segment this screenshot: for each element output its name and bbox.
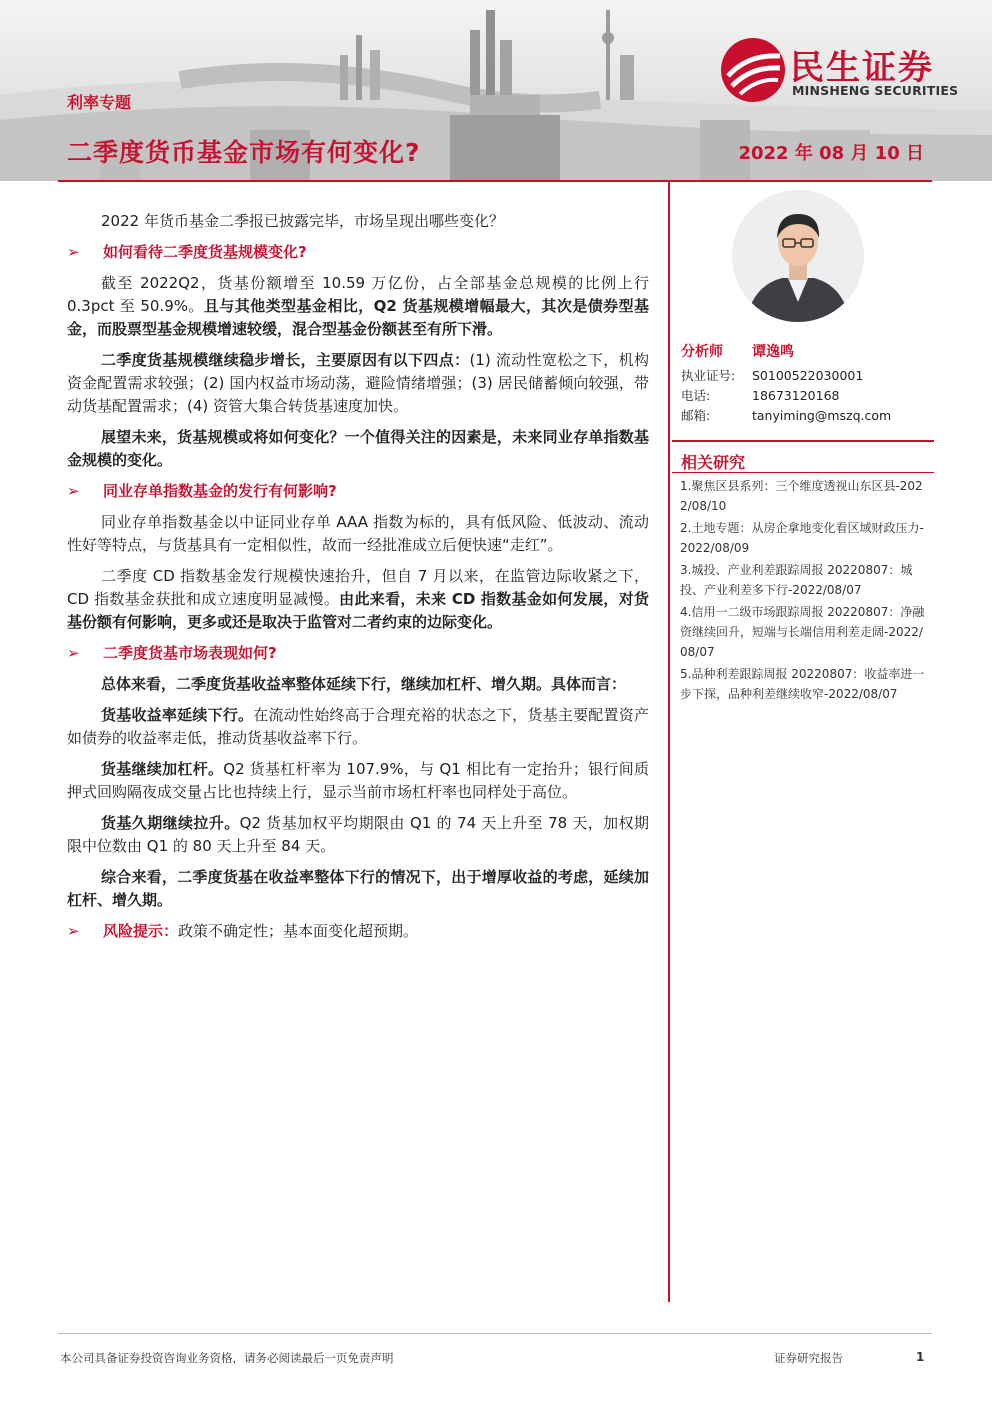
body-paragraph: 展望未来，货基规模或将如何变化？一个值得关注的因素是，未来同业存单指数基金规模的变化。 — [67, 428, 649, 469]
analyst-cert-row — [681, 366, 931, 386]
footer-disclaimer: 本公司具备证券投资咨询业务资格，请务必阅读最后一页免责声明 — [60, 1351, 394, 1365]
phone-label: 电话: — [681, 388, 711, 403]
bullet-arrow-icon: ➢ — [67, 243, 80, 261]
analyst-email-row — [681, 406, 931, 426]
risk-text: 政策不确定性；基本面变化超预期。 — [178, 922, 419, 940]
paragraph-bold-text: 货基收益率延续下行。 — [101, 706, 254, 724]
analyst-role-label: 分析师 — [681, 344, 723, 360]
paragraph-bold-text: 由此来看，未来 CD 指数基金如何发展，对货基份额有何影响，更多或还是取决于监管对二者约束的边际变化。 — [67, 590, 650, 631]
section-heading-text: 同业存单指数基金的发行有何影响? — [103, 482, 337, 500]
cert-number: S0100522030001 — [752, 368, 864, 383]
body-paragraph — [67, 565, 649, 634]
paragraph-bold-text: 二季度货基规模继续稳步增长，主要原因有以下四点： — [101, 351, 470, 369]
document-date: 2022 年 08 月 10 日 — [738, 143, 924, 164]
body-paragraph: 总体来看，二季度货基收益率整体延续下行，继续加杠杆、增久期。具体而言： — [101, 675, 627, 693]
intro-paragraph: 2022 年货币基金二季报已披露完毕，市场呈现出哪些变化？ — [101, 212, 504, 230]
related-research-title: 相关研究 — [681, 453, 746, 472]
bullet-arrow-icon: ➢ — [67, 922, 80, 940]
analyst-photo — [732, 190, 864, 322]
footer-divider — [58, 1333, 932, 1334]
document-type-label: 利率专题 — [67, 93, 132, 112]
section-heading — [67, 241, 649, 264]
header-divider — [58, 180, 932, 182]
body-paragraph — [67, 704, 649, 750]
bullet-arrow-icon: ➢ — [67, 482, 80, 500]
related-research-item[interactable]: 1.聚焦区县系列：三个维度透视山东区县-2022/08/10 — [680, 479, 923, 513]
phone-number: 18673120168 — [752, 388, 840, 403]
cert-label: 执业证号: — [681, 368, 736, 383]
paragraph-bold-text: 且与其他类型基金相比，Q2 货基规模增幅最大，其次是债券型基金，而股票型基金规模增速较缓，混合型基金份额甚至有所下滑。 — [67, 297, 649, 338]
column-divider — [668, 182, 670, 1302]
body-paragraph — [67, 349, 649, 418]
section-heading-text: 如何看待二季度货基规模变化? — [103, 243, 307, 261]
sidebar-divider — [672, 440, 934, 442]
paragraph-text: 在流动性始终高于合理充裕的状态之下，货基主要配置资产如债券的收益率走低，推动货基收益率下行。 — [67, 706, 649, 747]
bullet-arrow-icon: ➢ — [67, 644, 80, 662]
paragraph-bold-text: 货基久期继续拉升。 — [101, 814, 240, 832]
document-title: 二季度货币基金市场有何变化? — [67, 138, 421, 167]
body-paragraph: 同业存单指数基金以中证同业存单 AAA 指数为标的，具有低风险、低波动、流动性好等特点，与货基具有一定相似性，故而一经批准成立后便快速“走红”。 — [67, 513, 649, 554]
logo-emblem-icon — [718, 36, 788, 104]
paragraph-text: 截至 2022Q2，货基份额增至 10.59 万亿份，占全部基金总规模的比例上行 0.3pct 至 50.9%。 — [67, 274, 649, 315]
risk-warning — [67, 920, 649, 943]
analyst-portrait-icon — [732, 190, 864, 322]
email-label: 邮箱: — [681, 408, 711, 423]
body-paragraph — [67, 758, 649, 804]
paragraph-bold-text: 货基继续加杠杆。 — [101, 760, 224, 778]
body-paragraph — [67, 812, 649, 858]
logo-english-name: MINSHENG SECURITIES — [792, 83, 959, 98]
sidebar-divider — [672, 472, 934, 473]
logo-chinese-name: 民生证券 — [790, 48, 934, 88]
main-content — [67, 210, 649, 951]
paragraph-text: Q2 货基加权平均期限由 Q1 的 74 天上升至 78 天，加权期限中位数由 Q1 的 80 天上升至 84 天。 — [67, 814, 649, 855]
email-address[interactable]: tanyiming@mszq.com — [752, 408, 892, 423]
analyst-info — [681, 342, 931, 426]
paragraph-text: 二季度 CD 指数基金发行规模快速抬升，但自 7 月以来，在监管边际收紧之下，CD 指数基金获批和成立速度明显减慢。 — [67, 567, 649, 608]
section-heading — [67, 480, 649, 503]
related-research-item[interactable]: 5.品种利差跟踪周报 20220807：收益率进一步下探，品种利差继续收窄-2022/08/07 — [680, 667, 925, 701]
body-paragraph — [67, 272, 649, 341]
risk-label: 风险提示： — [103, 922, 179, 940]
analyst-name-row — [681, 342, 931, 366]
related-research-item[interactable]: 4.信用一二级市场跟踪周报 20220807：净融资继续回升，短端与长端信用利差走阔-2022/08/07 — [680, 605, 925, 659]
page-number: 1 — [916, 1350, 925, 1364]
paragraph-text: Q2 货基杠杆率为 107.9%，与 Q1 相比有一定抬升；银行间质押式回购隔夜成交量占比也持续上行，显示当前市场杠杆率也同样处于高位。 — [67, 760, 649, 801]
section-heading — [67, 642, 649, 665]
related-research-list — [680, 476, 930, 706]
paragraph-text: (1) 流动性宽松之下，机构资金配置需求较强；(2) 国内权益市场动荡，避险情绪增强；(3) 居民储蓄倾向较强，带动货基配置需求；(4) 资管大集合转货基速度加快。 — [67, 351, 649, 415]
footer-report-type: 证券研究报告 — [774, 1351, 843, 1365]
analyst-phone-row — [681, 386, 931, 406]
section-heading-text: 二季度货基市场表现如何? — [103, 644, 277, 662]
analyst-name: 谭逸鸣 — [752, 344, 794, 360]
related-research-item[interactable]: 2.土地专题：从房企拿地变化看区域财政压力-2022/08/09 — [680, 521, 924, 555]
related-research-item[interactable]: 3.城投、产业利差跟踪周报 20220807：城投、产业利差多下行-2022/08/07 — [680, 563, 913, 597]
body-paragraph: 综合来看，二季度货基在收益率整体下行的情况下，出于增厚收益的考虑，延续加杠杆、增久期。 — [67, 868, 649, 909]
company-logo — [718, 36, 968, 104]
report-header — [0, 0, 992, 181]
